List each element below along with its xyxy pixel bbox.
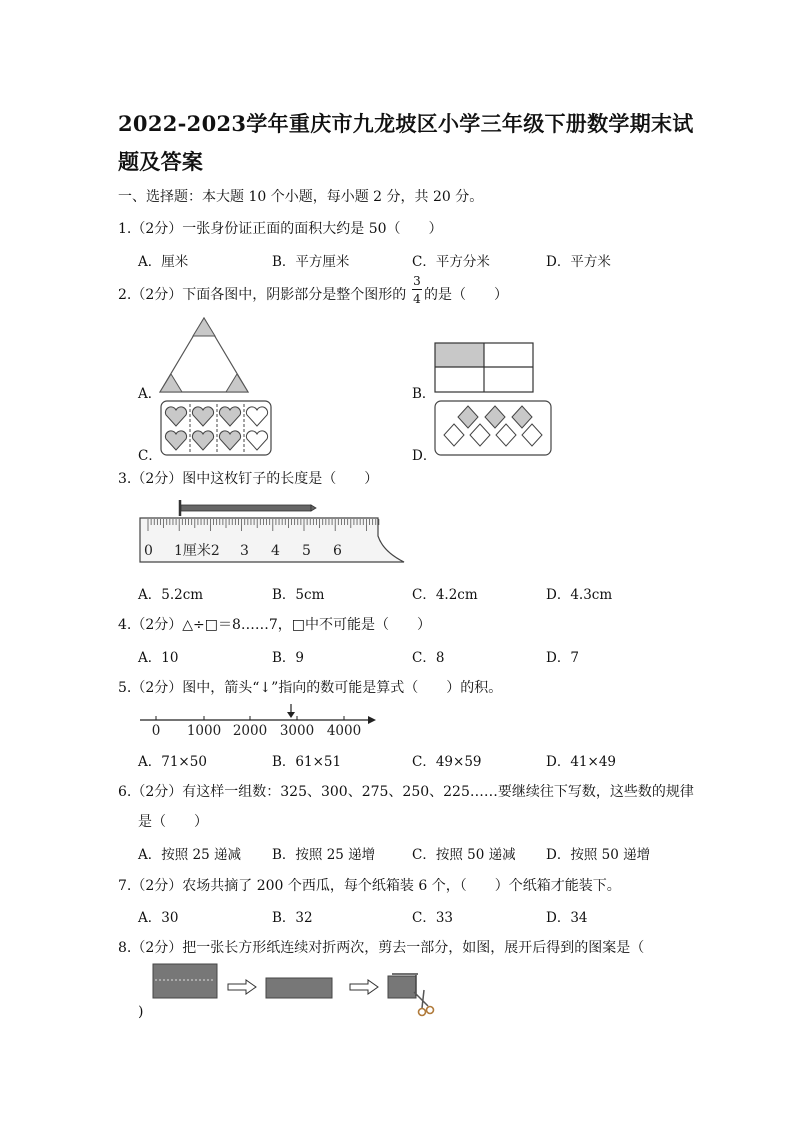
q6-option-d: D．按照 50 递增 bbox=[546, 847, 651, 863]
question-8-stem-cont: ) bbox=[138, 1004, 144, 1020]
ruler-label-1-2: 1厘米2 bbox=[174, 543, 220, 559]
fraction-denominator: 4 bbox=[413, 292, 421, 306]
ruler-label-6: 6 bbox=[333, 543, 342, 559]
axis-label-3000: 3000 bbox=[279, 723, 315, 739]
q6-option-b: B．按照 25 递增 bbox=[272, 847, 376, 863]
q2-figure-b-rectangle bbox=[434, 342, 534, 394]
question-7-stem: 7.（2分）农场共摘了 200 个西瓜，每个纸箱装 6 个，（ ）个纸箱才能装下。 bbox=[118, 878, 621, 894]
q3-option-c: C．4.2cm bbox=[412, 587, 478, 603]
q2-figure-d-diamonds bbox=[434, 400, 552, 456]
q3-option-a: A．5.2cm bbox=[138, 587, 204, 603]
q2-option-c: C． bbox=[138, 448, 162, 464]
question-8-stem: 8.（2分）把一张长方形纸连续对折两次，剪去一部分，如图，展开后得到的图案是（ bbox=[118, 940, 645, 956]
question-3-stem: 3.（2分）图中这枚钉子的长度是（ ） bbox=[118, 471, 379, 487]
q5-option-b: B．61×51 bbox=[272, 754, 342, 770]
ruler-label-3: 3 bbox=[240, 543, 249, 559]
q8-paper-folding-diagram bbox=[152, 960, 452, 1016]
q7-option-c: C．33 bbox=[412, 910, 454, 926]
q1-option-c: C．平方分米 bbox=[412, 254, 490, 270]
question-6-stem-cont: 是（ ） bbox=[138, 814, 208, 830]
q7-option-b: B．32 bbox=[272, 910, 313, 926]
ruler-label-0: 0 bbox=[144, 543, 153, 559]
section-heading: 一、选择题：本大题 10 个小题，每小题 2 分，共 20 分。 bbox=[118, 189, 484, 205]
q2-option-b: B． bbox=[412, 386, 436, 402]
axis-label-0: 0 bbox=[151, 723, 161, 739]
question-5-stem: 5.（2分）图中，箭头“↓”指向的数可能是算式（ ）的积。 bbox=[118, 680, 503, 696]
question-2-stem-tail: 的是（ ） bbox=[424, 287, 508, 303]
q5-option-c: C．49×59 bbox=[412, 754, 482, 770]
q5-option-d: D．41×49 bbox=[546, 754, 616, 770]
q5-option-a: A．71×50 bbox=[138, 754, 207, 770]
ruler-label-4: 4 bbox=[271, 543, 280, 559]
q1-option-b: B．平方厘米 bbox=[272, 254, 350, 270]
q4-option-c: C．8 bbox=[412, 650, 445, 666]
q6-option-a: A．按照 25 递减 bbox=[138, 847, 242, 863]
q2-figure-c-hearts bbox=[160, 400, 272, 456]
q1-option-d: D．平方米 bbox=[546, 254, 611, 270]
axis-label-1000: 1000 bbox=[186, 723, 222, 739]
q6-option-c: C．按照 50 递减 bbox=[412, 847, 516, 863]
q2-option-a: A． bbox=[138, 386, 162, 402]
fraction-bar bbox=[412, 289, 422, 290]
q3-option-d: D．4.3cm bbox=[546, 587, 613, 603]
q2-figure-a-triangle bbox=[158, 316, 250, 394]
q4-option-d: D．7 bbox=[546, 650, 579, 666]
page-title-line1: 2022-2023学年重庆市九龙坡区小学三年级下册数学期末试 bbox=[118, 111, 694, 136]
q4-option-a: A．10 bbox=[138, 650, 179, 666]
fraction-numerator: 3 bbox=[413, 274, 421, 288]
axis-label-4000: 4000 bbox=[326, 723, 362, 739]
q3-option-b: B．5cm bbox=[272, 587, 325, 603]
page-title-line2: 题及答案 bbox=[118, 149, 204, 174]
q4-option-b: B．9 bbox=[272, 650, 305, 666]
ruler-label-5: 5 bbox=[302, 543, 311, 559]
question-4-stem: 4.（2分）△÷□＝8……7，□中不可能是（ ） bbox=[118, 617, 432, 633]
q2-option-d: D． bbox=[412, 448, 437, 464]
axis-label-2000: 2000 bbox=[232, 723, 268, 739]
q7-option-d: D．34 bbox=[546, 910, 588, 926]
scissors-icon bbox=[414, 990, 434, 1016]
q3-ruler-with-nail bbox=[138, 498, 408, 570]
question-2-stem: 2.（2分）下面各图中，阴影部分是整个图形的 bbox=[118, 287, 407, 303]
question-6-stem: 6.（2分）有这样一组数：325、300、275、250、225……要继续往下写数，这些数的规律 bbox=[118, 784, 694, 800]
question-1-stem: 1.（2分）一张身份证正面的面积大约是 50（ ） bbox=[118, 221, 443, 237]
q5-number-line bbox=[138, 704, 378, 740]
q1-option-a: A．厘米 bbox=[138, 254, 189, 270]
q7-option-a: A．30 bbox=[138, 910, 179, 926]
